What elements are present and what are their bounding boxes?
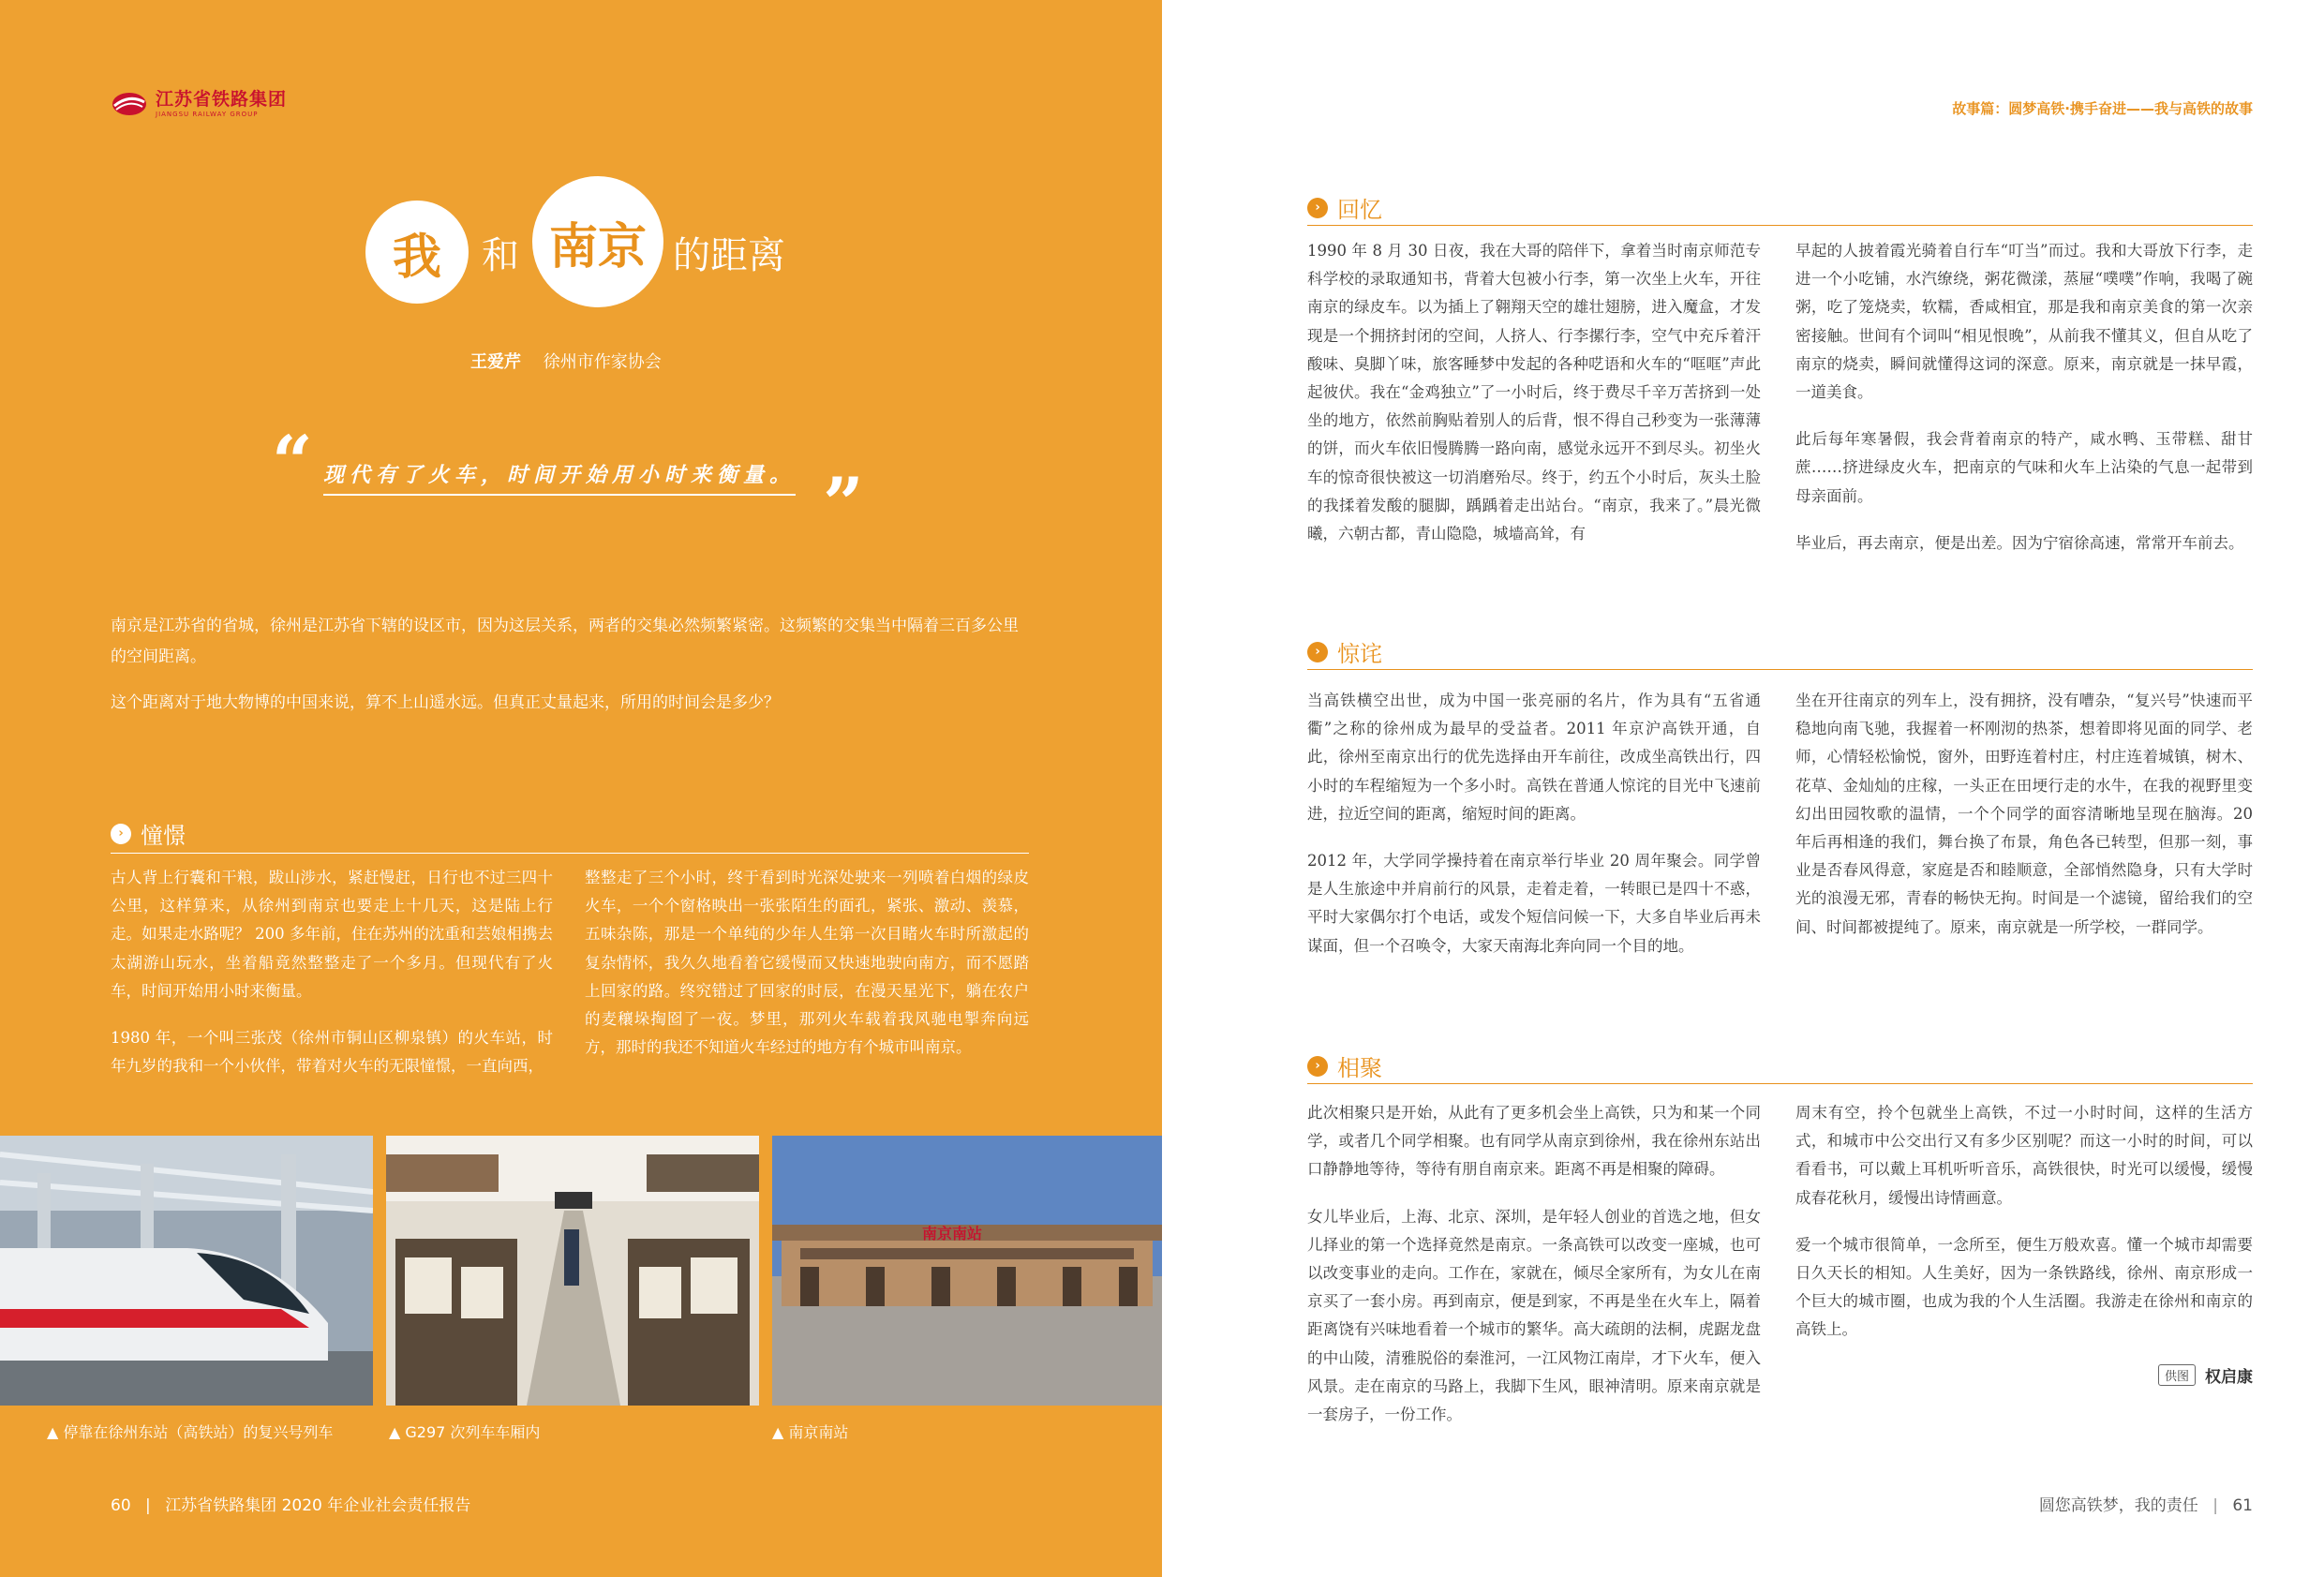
photo-credit <box>2158 1363 2253 1387</box>
section-divider <box>111 853 1029 854</box>
photo-train-carriage <box>386 1136 759 1406</box>
surprise-column-2 <box>1795 687 2253 960</box>
credit-name: 权启康 <box>2205 1368 2253 1387</box>
article-title <box>365 197 785 307</box>
intro-paragraph: 南京是江苏省的省城，徐州是江苏省下辖的设区市，因为这层关系，两者的交集必然频繁紧密。这频繁的交集当中隔着三百多公里的空间距离。 <box>111 617 1019 666</box>
page-number: 60 <box>111 1496 131 1515</box>
reunion-column-1 <box>1307 1099 1761 1448</box>
left-column-1 <box>111 864 553 1099</box>
intro-text <box>111 611 1029 734</box>
paragraph: 1990 年 8 月 30 日夜，我在大哥的陪伴下，拿着当时南京师范专科学校的录取通知书，背着大包被小行李，第一次坐上火车，开往南京的绿皮车。以为插上了翱翔天空的雄壮翅膀，进入魔盒，才发现是一个拥挤封闭的空间，人挤人、行李摞行李，空气中充斥着汗酸味、臭脚丫味，旅客睡梦中发起的各种呓语和火车的“哐哐”声此起彼伏。我在“金鸡独立”了一小时后，终于费尽千辛万苦挤到一处坐的地方，依然前胸贴着别人的后背，恨不得自己秒变为一张薄薄的饼，而火车依旧慢腾腾一路向南，感觉永远开不到尽头。初坐火车的惊奇很快被这一切消磨殆尽。终于，约五个小时后，灰头土脸的我揉着发酸的腿脚，踽踽着走出站台。“南京，我来了。”晨光微曦，六朝古都，青山隐隐，城墙高耸，有 <box>1307 242 1761 543</box>
station-sign: 南京南站 <box>922 1225 983 1242</box>
paragraph: 古人背上行囊和干粮，跋山涉水，紧赶慢赶，日行也不过三四十公里，这样算来，从徐州到南京也要走上十几天，这是陆上行走。如果走水路呢？ 200 多年前，住在苏州的沈重和芸娘相携去太湖游山玩水，坐着船竟然整整走了一个多月。但现代有了火车，时间开始用小时来衡量。 <box>111 869 553 1000</box>
paragraph: 周末有空，拎个包就坐上高铁，不过一小时时间，这样的生活方式，和城市中公交出行又有多少区别呢？而这一小时的时间，可以看看书，可以戴上耳机听听音乐，高铁很快，时光可以缓慢，缓慢成春花秋月，缓慢出诗情画意。 <box>1795 1104 2253 1207</box>
section-title: 惊诧 <box>1337 641 1382 667</box>
pull-quote: 现代有了火车，时间开始用小时来衡量。 <box>323 459 796 496</box>
logo-name-en: JIANGSU RAILWAY GROUP <box>156 110 259 118</box>
photo-nanjing-south-station <box>772 1136 1162 1406</box>
credit-tag: 供图 <box>2158 1364 2196 1386</box>
section-heading-longing <box>111 817 186 850</box>
photo-caption: ▲ 南京南站 <box>772 1423 849 1441</box>
paragraph: 女儿毕业后，上海、北京、深圳，是年轻人创业的首选之地，但女儿择业的第一个选择竟然是南京。一条高铁可以改变一座城，也可以改变事业的走向。工作在，家就在，倾尽全家所有，为女儿在南京买了一套小房。再到南京，便是到家，不再是坐在火车上，隔着距离饶有兴味地看着一个城市的繁华。高大疏朗的法桐，虎踞龙盘的中山陵，清雅脱俗的秦淮河，一江风物江南岸，才下火车，便入风景。走在南京的马路上，我脚下生风，眼神清明。原来南京就是一套房子，一份工作。 <box>1307 1207 1761 1424</box>
section-title: 相聚 <box>1337 1055 1382 1081</box>
section-divider <box>1307 1083 2253 1084</box>
section-heading-surprise <box>1307 635 1382 668</box>
paragraph: 爱一个城市很简单，一念所至，便生万般欢喜。懂一个城市却需要日久天长的相知。人生美好，因为一条铁路线，徐州、南京形成一个巨大的城市圈，也成为我的个人生活圈。我游走在徐州和南京的高铁上。 <box>1795 1235 2253 1339</box>
running-header: 故事篇：圆梦高铁·携手奋进——我与高铁的故事 <box>1952 100 2253 117</box>
paragraph: 1980 年，一个叫三张茂（徐州市铜山区柳泉镇）的火车站，时年九岁的我和一个小伙伴，带着对火车的无限憧憬，一直向西， <box>111 1029 553 1076</box>
paragraph: 此次相聚只是开始，从此有了更多机会坐上高铁，只为和某一个同学，或者几个同学相聚。也有同学从南京到徐州，我在徐州东站出口静静地等待，等待有朋自南京来。距离不再是相聚的障碍。 <box>1307 1104 1761 1179</box>
footer-separator: | <box>145 1496 151 1515</box>
logo-name: 江苏省铁路集团 <box>156 88 288 110</box>
title-circle-2: 南京 <box>532 176 663 307</box>
memory-column-2 <box>1795 237 2253 576</box>
author-name: 王爱芹 <box>470 352 521 372</box>
footer-right <box>2039 1492 2253 1515</box>
reunion-column-2 <box>1795 1099 2253 1363</box>
photo-caption: ▲ G297 次列车车厢内 <box>389 1423 541 1441</box>
chevron-right-icon: › <box>1307 198 1328 218</box>
paragraph: 此后每年寒暑假，我会背着南京的特产，咸水鸭、玉带糕、甜甘蔗……挤进绿皮火车，把南京的气味和火车上沾染的气息一起带到母亲面前。 <box>1795 430 2253 505</box>
section-title: 憧憬 <box>141 823 186 849</box>
author-line <box>470 349 662 373</box>
section-heading-reunion <box>1307 1049 1382 1082</box>
company-logo <box>111 90 287 118</box>
right-page <box>1162 0 2324 1577</box>
footer-separator: | <box>2212 1496 2218 1515</box>
footer-title: 江苏省铁路集团 2020 年企业社会责任报告 <box>165 1496 471 1515</box>
paragraph: 2012 年，大学同学操持着在南京举行毕业 20 周年聚会。同学曾是人生旅途中并肩前行的风景，走着走着，一转眼已是四十不惑，平时大家偶尔打个电话，或发个短信问候一下，大多自毕业后再未谋面，但一个召唤令，大家天南海北奔向同一个目的地。 <box>1307 852 1761 955</box>
railway-logo-icon <box>111 90 148 118</box>
chevron-right-icon: › <box>111 824 131 844</box>
page-number: 61 <box>2232 1496 2253 1515</box>
paragraph: 整整走了三个小时，终于看到时光深处驶来一列喷着白烟的绿皮火车，一个个窗格映出一张张陌生的面孔，紧张、激动、羡慕，五味杂陈，那是一个单纯的少年人生第一次目睹火车时所激起的复杂情怀，我久久地看着它缓慢而又快速地驶向南方，而不愿踏上回家的路。终究错过了回家的时辰，在漫天星光下，躺在农户的麦穰垛掏囵了一夜。梦里，那列火车载着我风驰电掣奔向远方，那时的我还不知道火车经过的地方有个城市叫南京。 <box>585 869 1029 1057</box>
title-connector: 和 <box>482 233 519 277</box>
photo-fuxing-train <box>0 1136 373 1406</box>
footer-slogan: 圆您高铁梦，我的责任 <box>2038 1496 2198 1515</box>
quote-open-mark: “ <box>272 420 313 503</box>
title-end: 的距离 <box>673 233 785 277</box>
surprise-column-1 <box>1307 687 1761 979</box>
intro-paragraph: 这个距离对于地大物博的中国来说，算不上山遥水远。但真正丈量起来，所用的时间会是多少？ <box>111 693 780 712</box>
section-title: 回忆 <box>1337 197 1382 223</box>
paragraph: 早起的人披着霞光骑着自行车“叮当”而过。我和大哥放下行李，走进一个小吃铺，水汽缭绕，粥花微漾，蒸屉“噗噗”作响，我喝了碗粥，吃了笼烧卖，软糯，香咸相宜，那是我和南京美食的第一次亲密接触。世间有个词叫“相见恨晚”，从前我不懂其义，但自从吃了南京的烧卖，瞬间就懂得这词的深意。原来，南京就是一抹早霞，一道美食。 <box>1795 242 2253 402</box>
left-column-2 <box>585 864 1029 1080</box>
section-heading-memory <box>1307 191 1382 224</box>
section-divider <box>1307 225 2253 226</box>
title-circle-1: 我 <box>365 201 469 304</box>
section-divider <box>1307 669 2253 670</box>
paragraph: 坐在开往南京的列车上，没有拥挤，没有嘈杂，“复兴号”快速而平稳地向南飞驰，我握着一杯刚沏的热茶，想着即将见面的同学、老师，心情轻松愉悦，窗外，田野连着村庄，村庄连着城镇，树木、花草、金灿灿的庄稼，一头正在田埂行走的水牛，在我的视野里变幻出田园牧歌的温情，一个个同学的面容清晰地呈现在脑海。20 年后再相逢的我们，舞台换了布景，角色各已转型，但那一刻，事业是否春风得意，家庭是否和睦顺意，全部悄然隐身，只有大学时光的浪漫无邪，青春的畅快无拘。时间是一个滤镜，留给我们的空间、时间都被提纯了。原来，南京就是一所学校，一群同学。 <box>1795 692 2253 936</box>
footer-left <box>111 1492 470 1515</box>
chevron-right-icon: › <box>1307 642 1328 662</box>
quote-close-mark: ” <box>823 462 864 545</box>
paragraph: 当高铁横空出世，成为中国一张亮丽的名片，作为具有“五省通衢”之称的徐州成为最早的受益者。2011 年京沪高铁开通，自此，徐州至南京出行的优先选择由开车前往，改成坐高铁出行，四小时的车程缩短为一个多小时。高铁在普通人惊诧的目光中飞速前进，拉近空间的距离，缩短时间的距离。 <box>1307 692 1761 823</box>
paragraph: 毕业后，再去南京，便是出差。因为宁宿徐高速，常常开车前去。 <box>1795 533 2244 552</box>
photo-caption: ▲ 停靠在徐州东站（高铁站）的复兴号列车 <box>47 1423 334 1441</box>
memory-column-1 <box>1307 237 1761 567</box>
author-org: 徐州市作家协会 <box>543 352 662 372</box>
chevron-right-icon: › <box>1307 1056 1328 1077</box>
